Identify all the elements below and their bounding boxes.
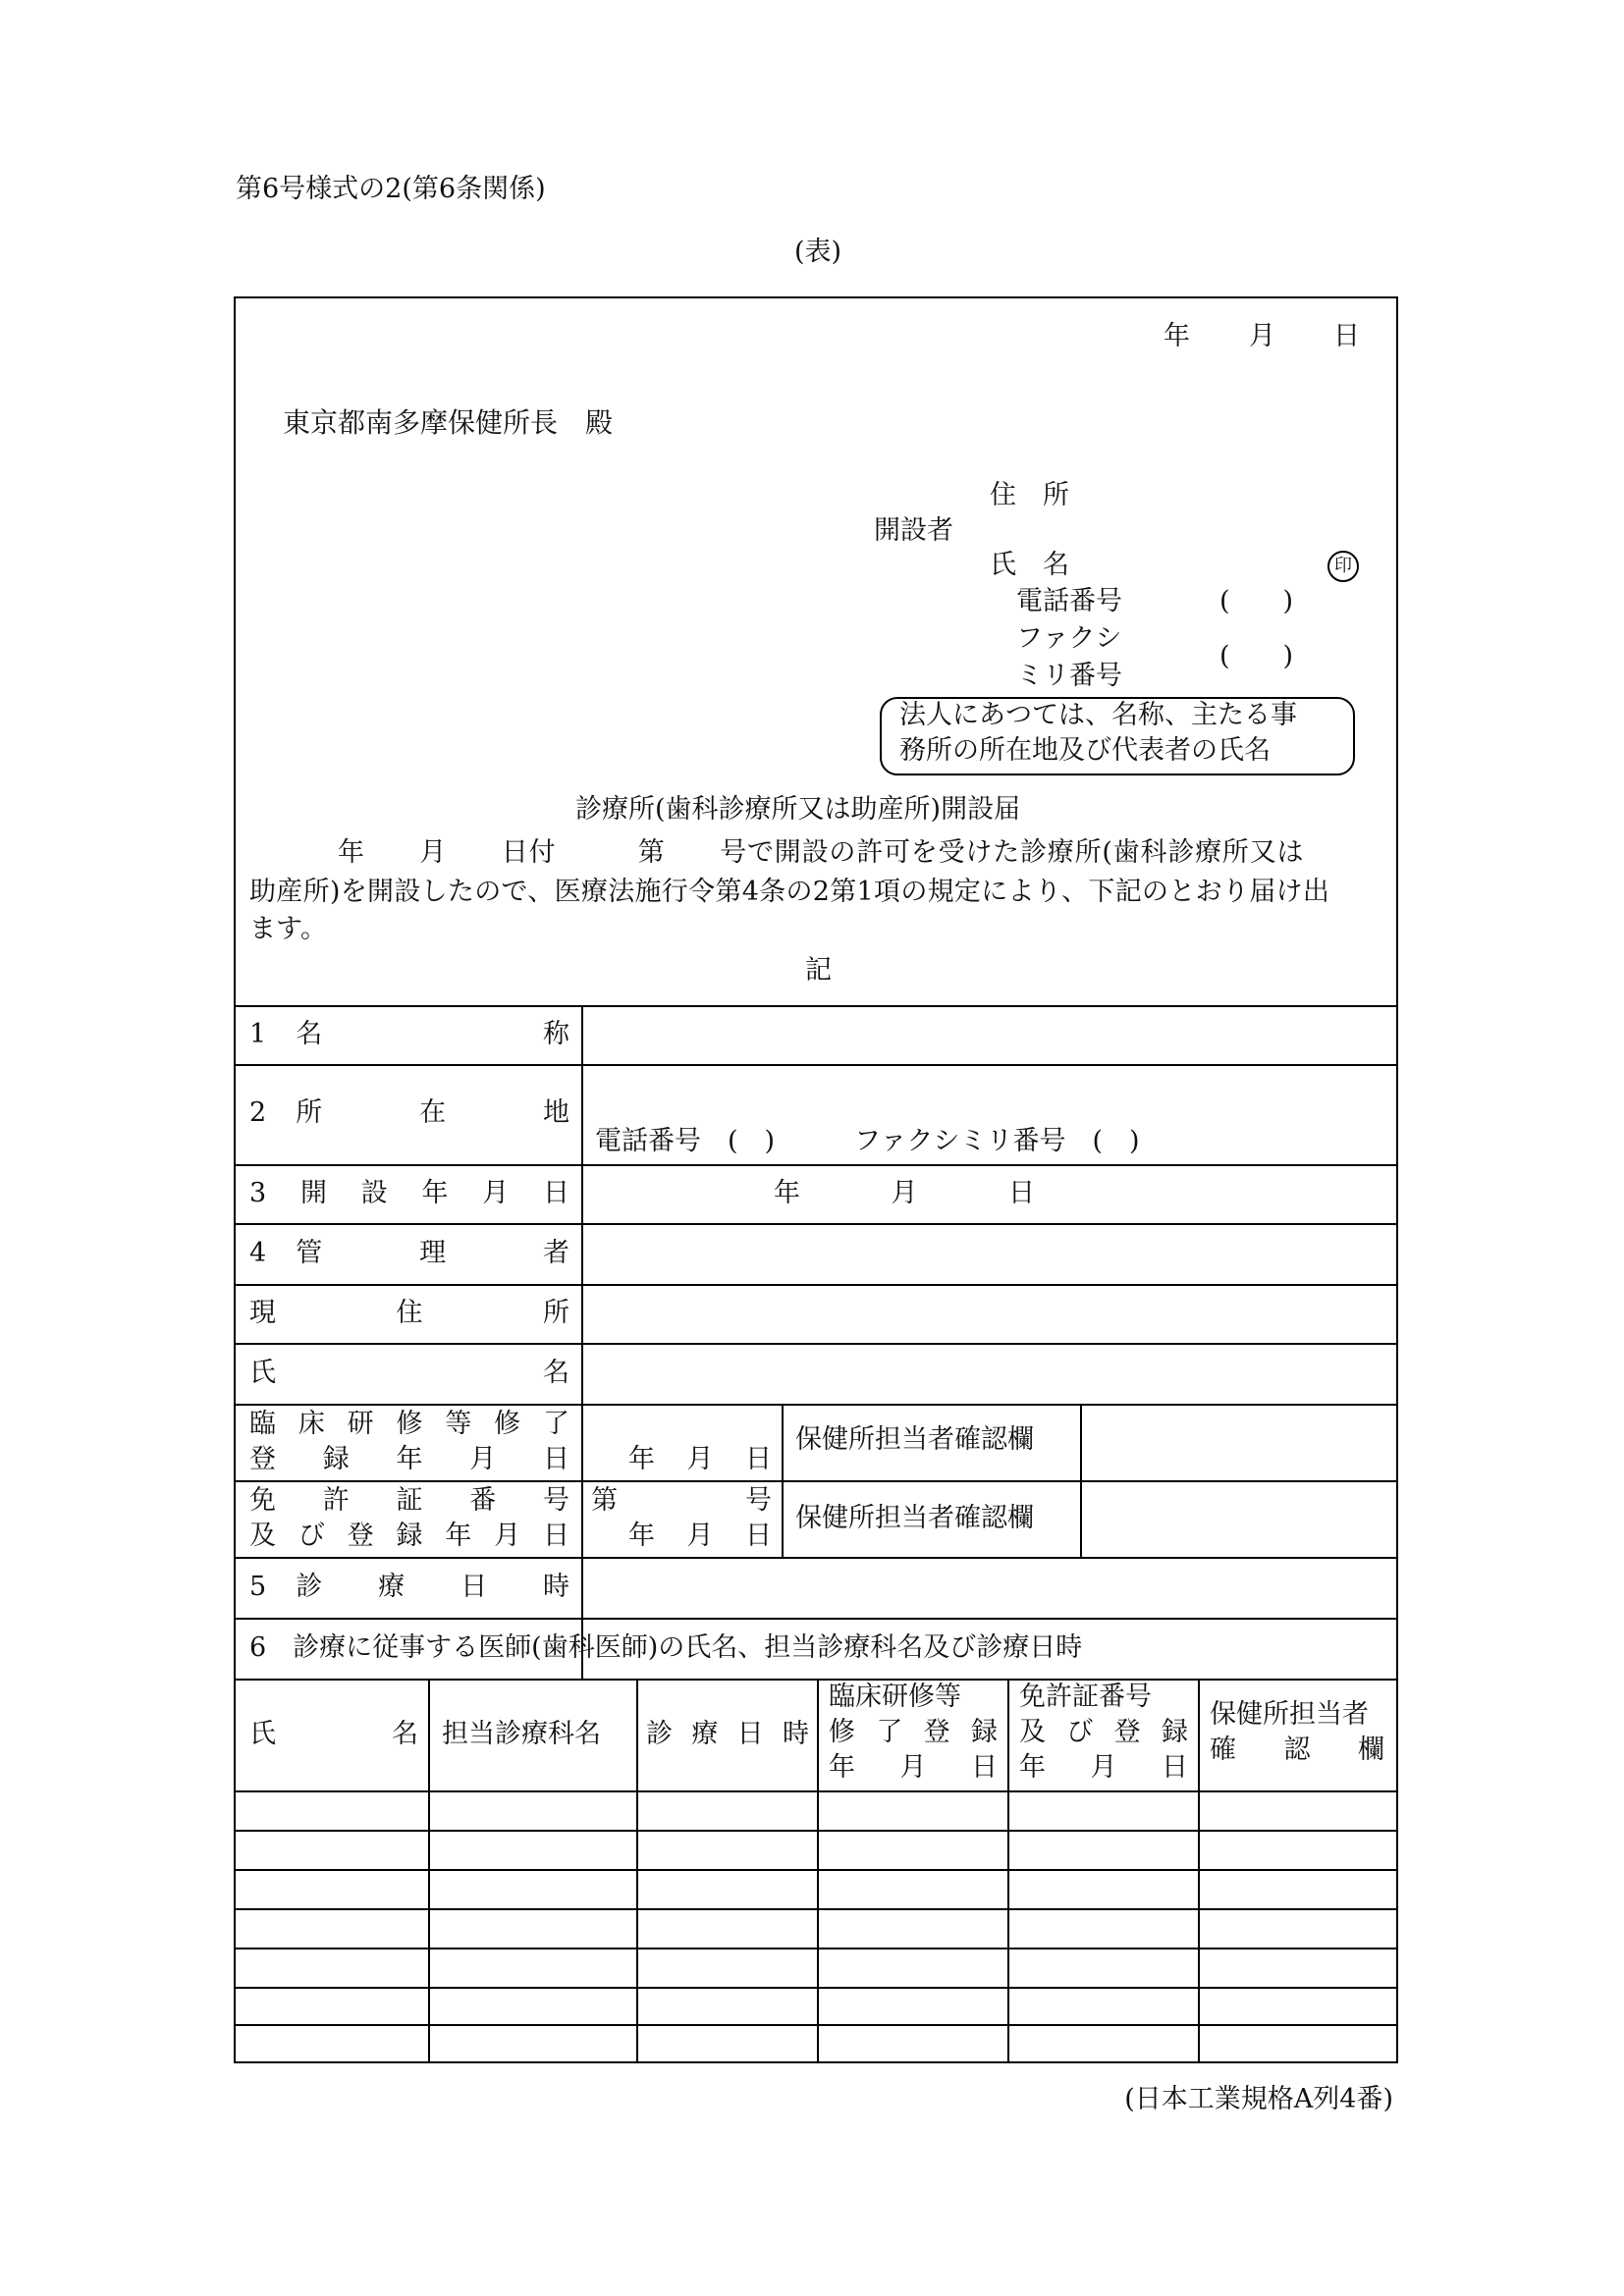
manager-address-field[interactable]	[583, 1286, 1396, 1341]
staff-row[interactable]	[236, 1989, 1396, 2022]
row-address-label: 現 住 所	[249, 1298, 569, 1328]
footer-note: (日本工業規格A列4番)	[1124, 2084, 1393, 2114]
form-frame	[234, 296, 1398, 2063]
row-person-name-label: 氏 名	[249, 1358, 569, 1388]
row-training-label-1: 臨 床 研 修 等 修 了	[249, 1409, 569, 1439]
row-license-label-1: 免 許 証 番 号	[249, 1485, 569, 1516]
rule	[236, 1164, 1396, 1166]
recipient: 東京都南多摩保健所長 殿	[283, 406, 614, 439]
document-title: 診療所(歯科診療所又は助産所)開設届	[575, 794, 1021, 825]
body-line-2: 助産所)を開設したので、医療法施行令第4条の2第1項の規定により、下記のとおり届け出	[249, 877, 1330, 907]
rule	[236, 1679, 1396, 1681]
location-fax: ファクシミリ番号 ( )	[854, 1126, 1140, 1156]
date-year: 年	[1164, 321, 1190, 351]
corporate-note-2: 務所の所在地及び代表者の氏名	[895, 734, 1274, 768]
staff-row[interactable]	[236, 2026, 1396, 2061]
phone-label: 電話番号	[1016, 586, 1122, 616]
license-date-value[interactable]: 年 月 日	[628, 1521, 772, 1551]
row-opening-date-label: 3 開 設 年 月 日	[249, 1178, 569, 1208]
phone-parens: ( )	[1219, 586, 1294, 616]
staff-row[interactable]	[236, 1792, 1396, 1828]
row-license-label-2: 及 び 登 録 年 月 日	[249, 1521, 569, 1551]
fax-parens: ( )	[1219, 641, 1294, 671]
staff-header-name: 氏 名	[249, 1719, 418, 1749]
fax-label-2: ミリ番号	[1016, 661, 1122, 691]
staff-header-training-3: 年 月 日	[829, 1752, 998, 1783]
body-line-3: ます。	[249, 914, 327, 944]
staff-header-days: 診 療 日 時	[646, 1719, 809, 1749]
form-number: 第6号様式の2(第6条関係)	[236, 174, 546, 204]
manager-name-field[interactable]	[583, 1345, 1396, 1402]
clinic-name-field[interactable]	[583, 1007, 1396, 1062]
corporate-note-1: 法人にあつては、名称、主たる事	[895, 699, 1301, 732]
staff-header-license-1: 免許証番号	[1019, 1682, 1152, 1712]
staff-header-hc-2: 確 認 欄	[1210, 1735, 1384, 1765]
rule	[236, 1223, 1396, 1225]
location-phone: 電話番号 ( )	[595, 1126, 776, 1156]
staff-header-training-1: 臨床研修等	[829, 1682, 961, 1712]
date-day: 日	[1333, 321, 1360, 351]
opening-date-value[interactable]: 年 月 日	[774, 1178, 1035, 1208]
seal-mark: 印	[1327, 551, 1359, 582]
row-manager-label: 4 管 理 者	[249, 1238, 569, 1268]
hc-check-field-1[interactable]	[1082, 1406, 1396, 1478]
training-date-value[interactable]: 年 月 日	[628, 1444, 772, 1474]
rule	[236, 1618, 1396, 1620]
staff-section-title: 6 診療に従事する医師(歯科医師)の氏名、担当診療科名及び診療日時	[249, 1632, 1083, 1663]
license-number-value[interactable]: 第 号	[591, 1485, 772, 1516]
fax-label-1: ファクシ	[1016, 623, 1122, 654]
staff-header-license-3: 年 月 日	[1019, 1752, 1188, 1783]
hc-check-field-2[interactable]	[1082, 1482, 1396, 1555]
staff-header-department: 担当診療科名	[442, 1719, 601, 1749]
staff-row[interactable]	[236, 1832, 1396, 1867]
row-location-label: 2 所 在 地	[249, 1097, 569, 1128]
date-month: 月	[1249, 321, 1275, 351]
row-hours-label: 5 診 療 日 時	[249, 1572, 569, 1602]
hc-check-label-1: 保健所担当者確認欄	[795, 1424, 1034, 1455]
applicant-role: 開設者	[874, 515, 953, 546]
staff-row[interactable]	[236, 1949, 1396, 1985]
staff-row[interactable]	[236, 1871, 1396, 1906]
ki-mark: 記	[805, 955, 832, 986]
staff-row[interactable]	[236, 1910, 1396, 1946]
row-name-label: 1 名 称	[249, 1019, 569, 1049]
side-label: (表)	[793, 237, 842, 267]
staff-header-license-2: 及 び 登 録	[1019, 1717, 1188, 1747]
staff-header-training-2: 修 了 登 録	[829, 1717, 998, 1747]
row-training-label-2: 登 録 年 月 日	[249, 1444, 569, 1474]
hc-check-label-2: 保健所担当者確認欄	[795, 1503, 1034, 1533]
body-line-1: 年 月 日付 第 号で開設の許可を受けた診療所(歯科診療所又は	[338, 837, 1305, 868]
name-label: 氏 名	[990, 550, 1069, 580]
staff-header-hc-1: 保健所担当者	[1210, 1699, 1369, 1730]
address-label: 住 所	[990, 480, 1069, 510]
clinic-location-field[interactable]	[583, 1066, 1396, 1123]
hours-field[interactable]	[583, 1559, 1396, 1616]
rule	[782, 1404, 784, 1557]
